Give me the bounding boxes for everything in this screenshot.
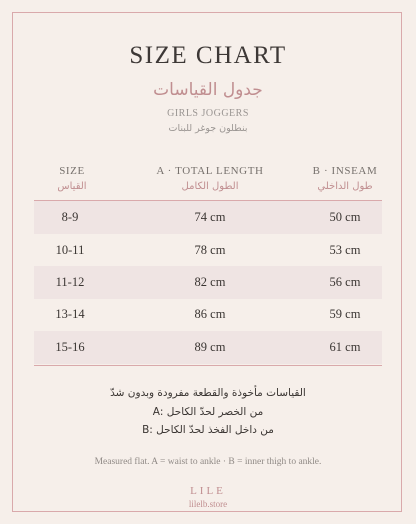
size-cell: 15-16 bbox=[55, 340, 85, 354]
product-name: GIRLS JOGGERS bbox=[167, 108, 249, 119]
length-cell: 82 cm bbox=[194, 275, 226, 289]
size-cell: 10-11 bbox=[55, 243, 85, 257]
length-cell: 74 cm bbox=[194, 210, 226, 224]
measurement-note-english: Measured flat. A = waist to ankle · B = inner thigh to ankle. bbox=[94, 457, 322, 467]
inseam-cell: 53 cm bbox=[329, 243, 361, 257]
inseam-cell: 50 cm bbox=[329, 210, 361, 224]
measurement-a-note-arabic: من الخصر لحدّ الكاحل :A bbox=[152, 406, 264, 418]
size-cell: 8-9 bbox=[61, 210, 79, 224]
column-header-total-length: A · TOTAL LENGTH bbox=[156, 165, 264, 177]
page-title: SIZE CHART bbox=[129, 42, 287, 69]
page-title-arabic: جدول القياسات bbox=[153, 80, 263, 100]
length-cell: 78 cm bbox=[194, 243, 226, 257]
inseam-cell: 61 cm bbox=[329, 340, 361, 354]
table-row bbox=[34, 266, 382, 299]
size-cell: 11-12 bbox=[55, 275, 85, 289]
table-bottom-rule bbox=[34, 365, 382, 366]
table-row bbox=[34, 298, 382, 331]
website-link[interactable]: lilelb.store bbox=[188, 499, 228, 509]
product-name-arabic: بنطلون جوغر للبنات bbox=[168, 123, 248, 134]
table-row bbox=[34, 234, 382, 267]
column-header-inseam-arabic: طول الداخلي bbox=[317, 181, 373, 192]
length-cell: 86 cm bbox=[194, 307, 226, 321]
measurement-b-note-arabic: من داخل الفخذ لحدّ الكاحل :B bbox=[142, 424, 274, 436]
size-cell: 13-14 bbox=[55, 307, 85, 321]
table-row bbox=[34, 331, 382, 364]
brand-logo: LILE bbox=[190, 485, 226, 497]
column-header-size-arabic: القياس bbox=[57, 181, 87, 192]
column-header-total-length-arabic: الطول الكامل bbox=[181, 181, 239, 192]
inseam-cell: 59 cm bbox=[329, 307, 361, 321]
column-header-size: SIZE bbox=[59, 165, 85, 177]
table-row bbox=[34, 201, 382, 234]
length-cell: 89 cm bbox=[194, 340, 226, 354]
column-header-inseam: B · INSEAM bbox=[312, 165, 378, 177]
inseam-cell: 56 cm bbox=[329, 275, 361, 289]
measurement-note-arabic: القياسات مأخوذة والقطعة مفرودة وبدون شدّ bbox=[110, 387, 306, 399]
